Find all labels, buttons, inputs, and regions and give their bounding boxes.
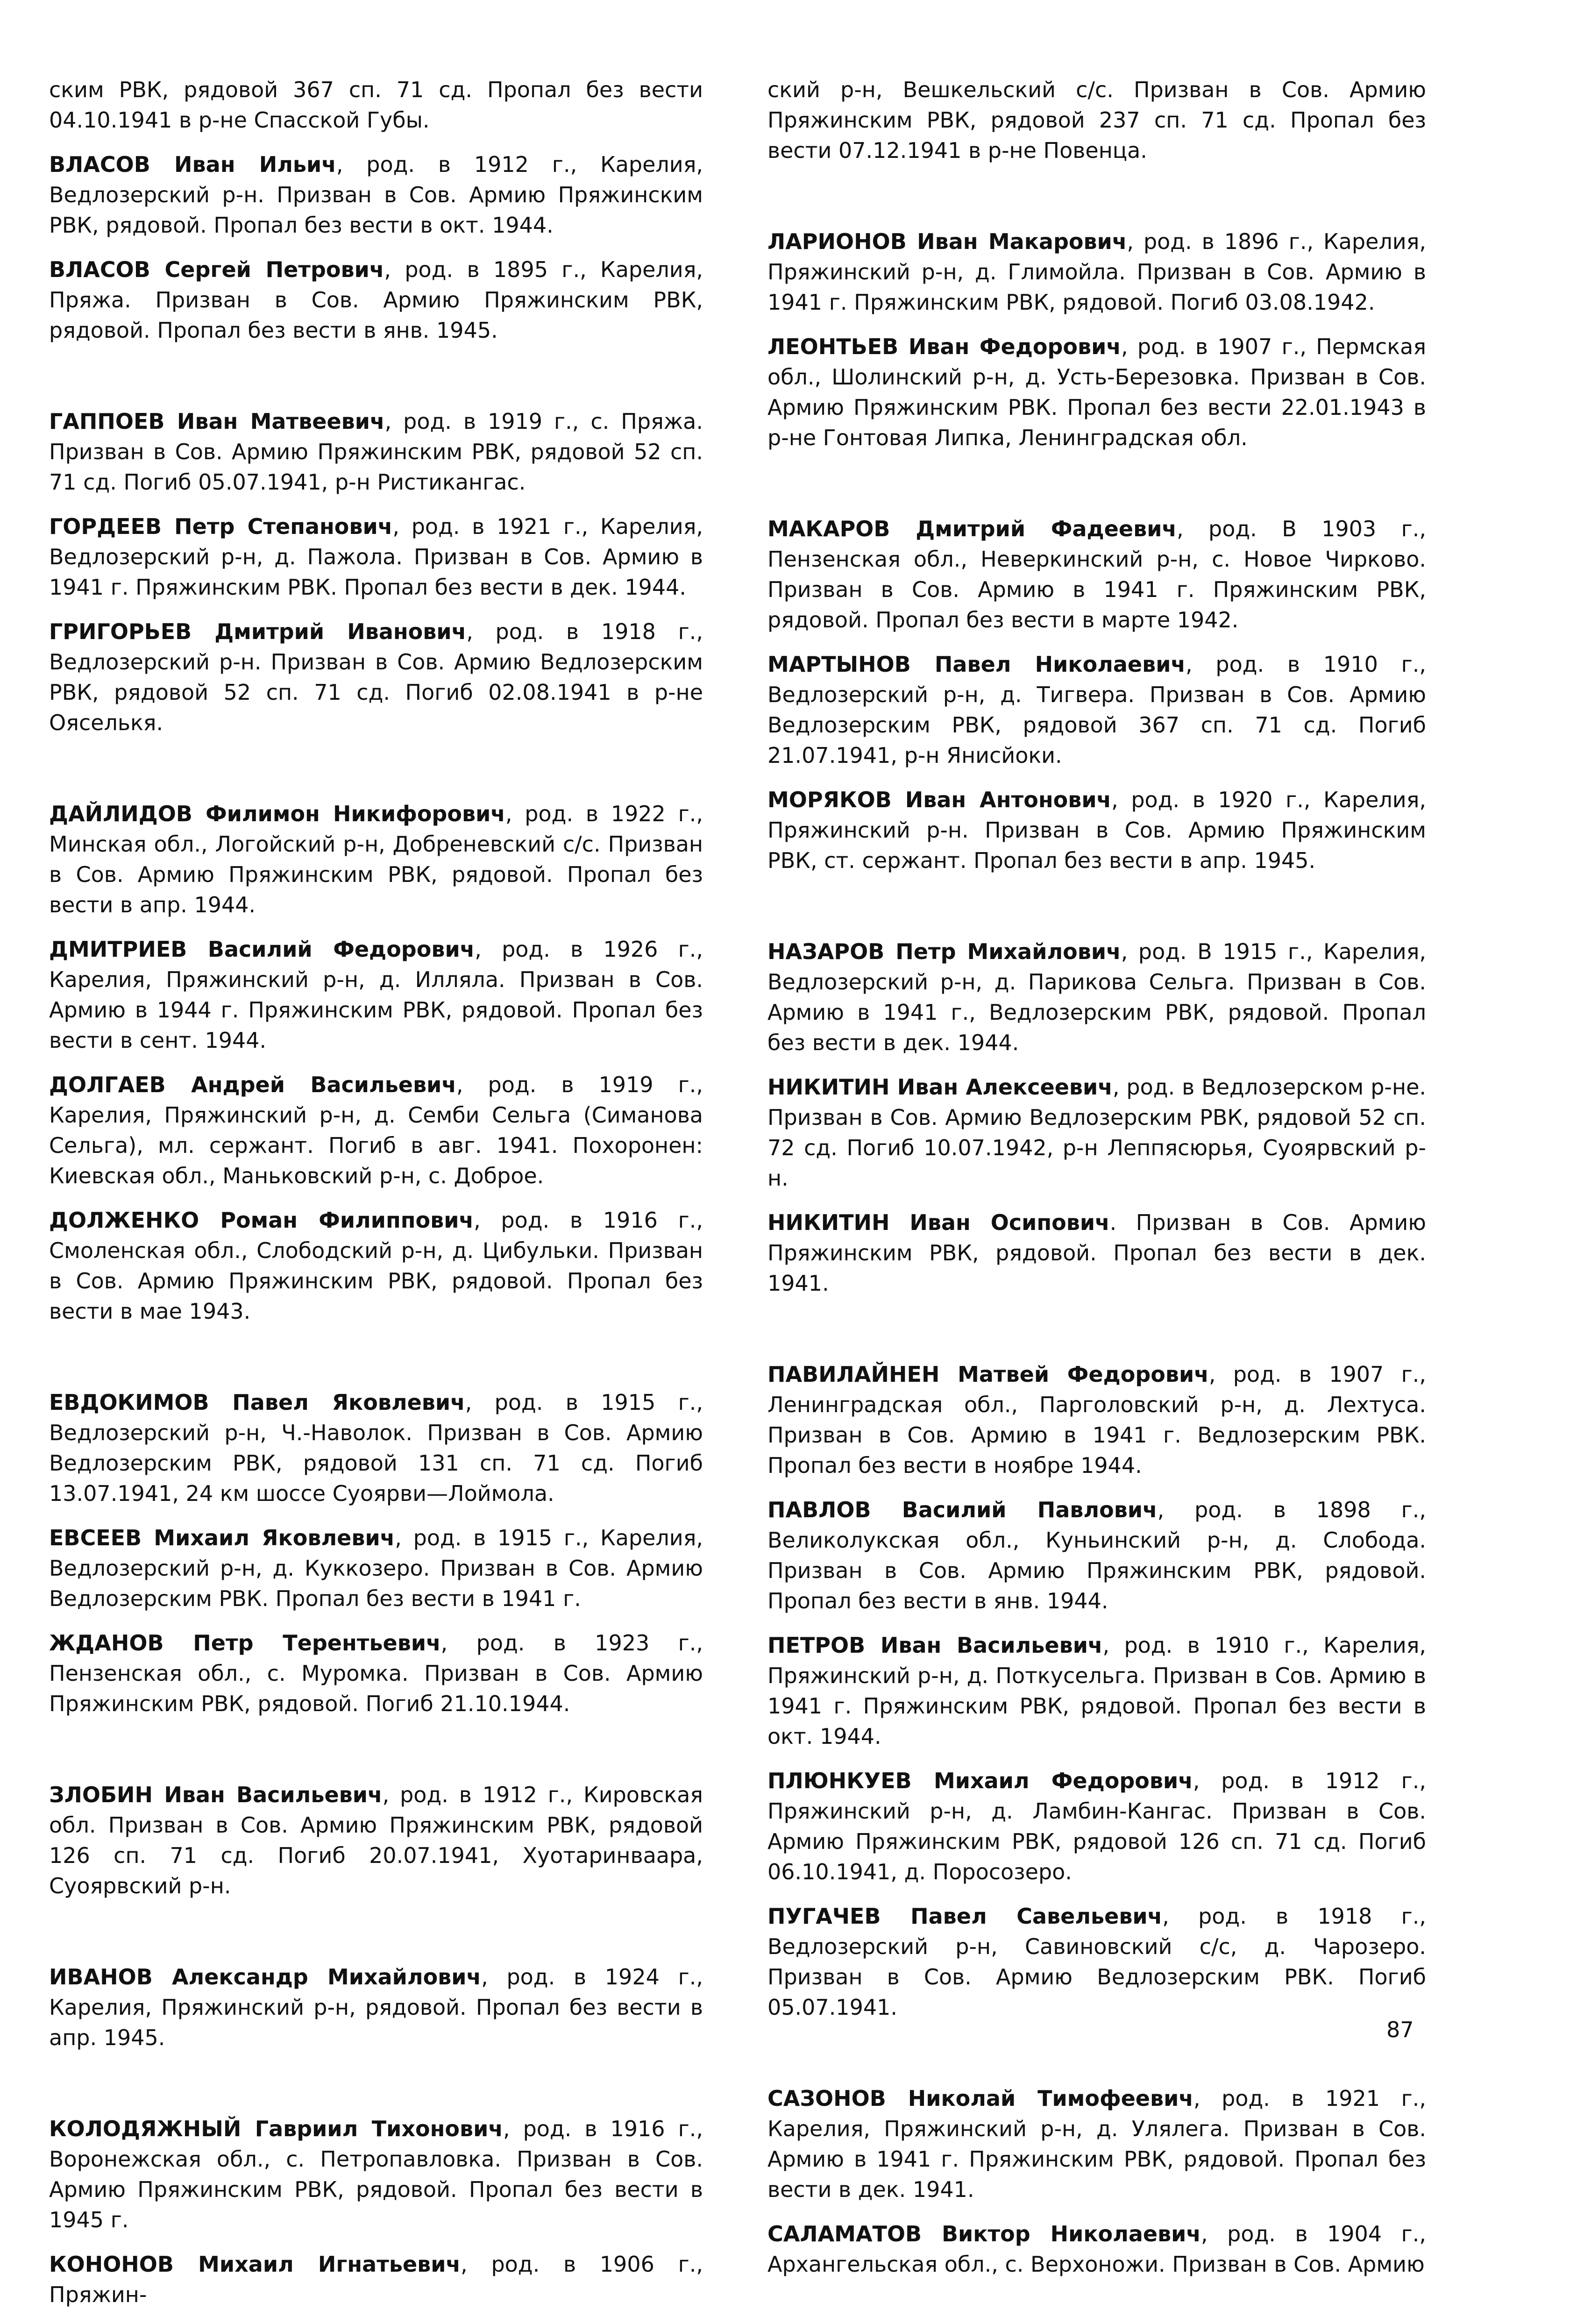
entry-name: САЗОНОВ Николай Тимофеевич — [767, 2086, 1193, 2111]
entry-text: , род. в 1912 г., Карелия, Ведлозерский р-н. Призван в Сов. Армию Пряжинским РВК, рядовой. Пропал без вести в окт. 1944. — [49, 152, 703, 238]
entry-text: , род. в 1898 г., Великолукская обл., Куньинский р-н, д. Слобода. Призван в Сов. Армию Пряжинским РВК, рядовой. Пропал без вести в янв. 1944. — [767, 1497, 1427, 1613]
entry-text: , род. в 1907 г., Пермская обл., Шолинский р-н, д. Усть-Березовка. Призван в Сов. Армию Пряжинским РВК. Пропал без вести 22.01.1943 в р-не Гонтовая Липка, Ленинградская обл. — [767, 334, 1426, 450]
entry-dolzhenko — [49, 1205, 703, 1327]
entry-name: НИКИТИН Иван Алексеевич — [767, 1074, 1113, 1100]
entry-name: КОЛОДЯЖНЫЙ Гавриил Тихонович — [49, 2116, 503, 2141]
entry-moryakov — [767, 785, 1426, 876]
entry-text: . Призван в Сов. Армию Пряжинским РВК, рядовой. Пропал без вести в дек. 1941. — [767, 1210, 1426, 1296]
entry-grigoriev — [49, 617, 703, 738]
entry-text: , род. в 1915 г., Карелия, Ведлозерский р-н, д. Куккозеро. Призван в Сов. Армию Ведлозерским РВК. Пропал без вести в 1941 г. — [49, 1525, 703, 1611]
entry-text: , род. в 1915 г., Ведлозерский р-н, Ч.-Наволок. Призван в Сов. Армию Ведлозерским РВК, рядовой 131 сп. 71 сд. Погиб 13.07.1941, 24 км шоссе Суоярви—Лоймола. — [49, 1390, 703, 1506]
entry-name: ПЛЮНКУЕВ Михаил Федорович — [767, 1768, 1193, 1793]
entry-name: ИВАНОВ Александр Михайлович — [49, 1964, 482, 1990]
entry-name: МАРТЫНОВ Павел Николаевич — [767, 652, 1186, 677]
left-column — [49, 75, 703, 2324]
entry-nikitin-alekseevich — [767, 1072, 1426, 1194]
entry-name: КОНОНОВ Михаил Игнатьевич — [49, 2252, 461, 2277]
entry-pugachev — [767, 1901, 1426, 2023]
entry-name: ДОЛГАЕВ Андрей Васильевич — [49, 1072, 456, 1097]
entry-name: ГАППОЕВ Иван Матвеевич — [49, 409, 385, 434]
entry-text: ским РВК, рядовой 367 сп. 71 сд. Пропал без вести 04.10.1941 в р-не Спасской Губы. — [49, 77, 703, 133]
entry-text: , род. в 1904 г., Архангельская обл., с. Верхоножи. Призван в Сов. Армию — [767, 2221, 1426, 2277]
entry-text: , род. В 1915 г., Карелия, Ведлозерский р-н, д. Парикова Сельга. Призван в Сов. Армию в 1941 г., Ведлозерским РВК, рядовой. Пропал без вести в дек. 1944. — [767, 939, 1426, 1055]
entry-text: ский р-н, Вешкельский с/с. Призван в Сов. Армию Пряжинским РВК, рядовой 237 сп. 71 сд. Пропал без вести 07.12.1941 в р-не Повенца. — [767, 77, 1426, 163]
entry-text: , род. в 1921 г., Карелия, Ведлозерский р-н, д. Пажола. Призван в Сов. Армию в 1941 г. Пряжинским РВК. Пропал без вести в дек. 1944. — [49, 514, 703, 600]
entry-name: ЕВДОКИМОВ Павел Яковлевич — [49, 1390, 465, 1415]
entry-evdokimov — [49, 1387, 703, 1509]
entry-makarov — [767, 514, 1426, 635]
entry-kolodyazhny — [49, 2114, 703, 2235]
entry-name: ЛАРИОНОВ Иван Макарович — [767, 229, 1127, 254]
entry-salamatov — [767, 2219, 1426, 2280]
entry-text: , род. в 1919 г., с. Пряжа. Призван в Сов. Армию Пряжинским РВК, рядовой 52 сп. 71 сд. Погиб 05.07.1941, р-н Ристикангас. — [49, 409, 703, 495]
entry-evseev — [49, 1523, 703, 1614]
entry-name: ДАЙЛИДОВ Филимон Никифорович — [49, 801, 505, 826]
entry-name: НАЗАРОВ Петр Михайлович — [767, 939, 1121, 964]
entry-zlobin — [49, 1780, 703, 1901]
entry-text: , род. в 1910 г., Карелия, Пряжинский р-н, д. Поткусельга. Призван в Сов. Армию в 1941 г. Пряжинским РВК, рядовой. Пропал без вести в окт. 1944. — [767, 1633, 1427, 1749]
entry-name: МАКАРОВ Дмитрий Фадеевич — [767, 516, 1177, 541]
entry-text: , род. в 1907 г., Ленинградская обл., Парголовский р-н, д. Лехтуса. Призван в Сов. Армию в 1941 г. Ведлозерским РВК. Пропал без вести в ноябре 1944. — [767, 1362, 1426, 1478]
entry-name: ПЕТРОВ Иван Васильевич — [767, 1633, 1103, 1658]
entry-name: ЖДАНОВ Петр Терентьевич — [49, 1630, 441, 1656]
entry-text: , род. в 1919 г., Карелия, Пряжинский р-н, д. Семби Сельга (Симанова Сельга), мл. сержант. Погиб в авг. 1941. Похоронен: Киевская обл., Маньковский р-н, с. Доброе. — [49, 1072, 703, 1188]
entry-text: , род. в 1922 г., Минская обл., Логойский р-н, Добреневский с/с. Призван в Сов. Армию Пряжинским РВК, рядовой. Пропал без вести в апр. 1944. — [49, 801, 703, 917]
page-number: 87 — [1386, 2017, 1414, 2042]
entry-text: , род. в 1895 г., Карелия, Пряжа. Призван в Сов. Армию Пряжинским РВК, рядовой. Пропал без вести в янв. 1945. — [49, 257, 703, 343]
entry-text: , род. в 1916 г., Смоленская обл., Слободский р-н, д. Цибульки. Призван в Сов. Армию Пряжинским РВК, рядовой. Пропал без вести в мае 1943. — [49, 1208, 703, 1324]
entry-name: ЛЕОНТЬЕВ Иван Федорович — [767, 334, 1121, 359]
entry-name: ГОРДЕЕВ Петр Степанович — [49, 514, 393, 539]
entry-nikitin-osipovich — [767, 1208, 1426, 1299]
entry-name: ГРИГОРЬЕВ Дмитрий Иванович — [49, 619, 467, 644]
entry-text: , род. в 1910 г., Ведлозерский р-н, д. Тигвера. Призван в Сов. Армию Ведлозерским РВК, рядовой 367 сп. 71 сд. Погиб 21.07.1941, р-н Янисйоки. — [767, 652, 1427, 768]
entry-vlasov-ivan — [49, 149, 703, 241]
entry-text: , род. в 1921 г., Карелия, Пряжинский р-н, д. Улялега. Призван в Сов. Армию в 1941 г. Пряжинским РВК, рядовой. Пропал без вести в дек. 1941. — [767, 2086, 1427, 2202]
entry-name: САЛАМАТОВ Виктор Николаевич — [767, 2221, 1201, 2246]
entry-text: , род. в 1912 г., Пряжинский р-н, д. Ламбин-Кангас. Призван в Сов. Армию Пряжинским РВК, рядовой 126 сп. 71 сд. Погиб 06.10.1941, д. Поросозеро. — [767, 1768, 1426, 1884]
entry-text: , род. в 1920 г., Карелия, Пряжинский р-н. Призван в Сов. Армию Пряжинским РВК, ст. сержант. Пропал без вести в апр. 1945. — [767, 787, 1427, 873]
entry-dolgaev — [49, 1070, 703, 1191]
entry-text: , род. в 1926 г., Карелия, Пряжинский р-н, д. Илляла. Призван в Сов. Армию в 1944 г. Пряжинским РВК, рядовой. Пропал без вести в сент. 1944. — [49, 937, 703, 1053]
entry-dmitriev — [49, 934, 703, 1056]
entry-name: ПАВИЛАЙНЕН Матвей Федорович — [767, 1362, 1209, 1387]
entry-name: ЗЛОБИН Иван Васильевич — [49, 1782, 383, 1807]
entry-pavilaynen — [767, 1359, 1426, 1481]
entry-vlasov-sergey — [49, 255, 703, 346]
entry-martynov — [767, 649, 1426, 771]
entry-ivanov — [49, 1962, 703, 2053]
entry-text: , род. в 1912 г., Кировская обл. Призван в Сов. Армию Пряжинским РВК, рядовой 126 сп. 71 сд. Погиб 20.07.1941, Хуотаринваара, Суоярвский р-н. — [49, 1782, 703, 1898]
entry-daylidov — [49, 799, 703, 920]
entry-text: , род. в 1924 г., Карелия, Пряжинский р-н, рядовой. Пропал без вести в апр. 1945. — [49, 1964, 703, 2050]
entry-continuation — [49, 75, 703, 135]
entry-name: ПАВЛОВ Василий Павлович — [767, 1497, 1158, 1522]
entry-plyunkuev — [767, 1766, 1426, 1887]
entry-pavlov — [767, 1495, 1426, 1616]
entry-zhdanov — [49, 1628, 703, 1719]
entry-name: МОРЯКОВ Иван Антонович — [767, 787, 1112, 812]
entry-leontiev — [767, 332, 1426, 453]
entry-continuation — [767, 75, 1426, 166]
entry-name: ВЛАСОВ Сергей Петрович — [49, 257, 384, 282]
entry-petrov — [767, 1630, 1426, 1752]
right-column — [767, 75, 1426, 2294]
entry-text: , род. в 1918 г., Ведлозерский р-н. Призван в Сов. Армию Ведлозерским РВК, рядовой 52 сп. 71 сд. Погиб 02.08.1941 в р-не Ояселькя. — [49, 619, 703, 735]
entry-text: , род. В 1903 г., Пензенская обл., Неверкинский р-н, с. Новое Чирково. Призван в Сов. Армию в 1941 г. Пряжинским РВК, рядовой. Пропал без вести в марте 1942. — [767, 516, 1427, 633]
entry-name: ДОЛЖЕНКО Роман Филиппович — [49, 1208, 474, 1233]
entry-text: , род. в 1916 г., Воронежская обл., с. Петропавловка. Призван в Сов. Армию Пряжинским РВК, рядовой. Пропал без вести в 1945 г. — [49, 2116, 703, 2232]
entry-text: , род. в 1896 г., Карелия, Пряжинский р-н, д. Глимойла. Призван в Сов. Армию в 1941 г. Пряжинским РВК, рядовой. Погиб 03.08.1942. — [767, 229, 1426, 315]
entry-name: НИКИТИН Иван Осипович — [767, 1210, 1110, 1235]
entry-sazonov — [767, 2083, 1426, 2205]
entry-name: ПУГАЧЕВ Павел Савельевич — [767, 1904, 1163, 1929]
entry-text: , род. в Ведлозерском р-не. Призван в Сов. Армию Ведлозерским РВК, рядовой 52 сп. 72 сд. Погиб 10.07.1942, р-н Леппясюрья, Суоярвский р-н. — [767, 1074, 1426, 1191]
entry-name: ДМИТРИЕВ Василий Федорович — [49, 937, 475, 962]
entry-kononov — [49, 2249, 703, 2310]
entry-text: , род. в 1906 г., Пряжин- — [49, 2252, 703, 2307]
entry-name: ЕВСЕЕВ Михаил Яковлевич — [49, 1525, 395, 1550]
entry-name: ВЛАСОВ Иван Ильич — [49, 152, 336, 177]
entry-text: , род. в 1918 г., Ведлозерский р-н, Савиновский с/с, д. Чарозеро. Призван в Сов. Армию Ведлозерским РВК. Погиб 05.07.1941. — [767, 1904, 1426, 2020]
entry-gappoev — [49, 406, 703, 497]
entry-larionov — [767, 227, 1426, 318]
entry-gordeev — [49, 512, 703, 603]
entry-nazarov — [767, 937, 1426, 1058]
entry-text: , род. в 1923 г., Пензенская обл., с. Муромка. Призван в Сов. Армию Пряжинским РВК, рядовой. Погиб 21.10.1944. — [49, 1630, 703, 1716]
